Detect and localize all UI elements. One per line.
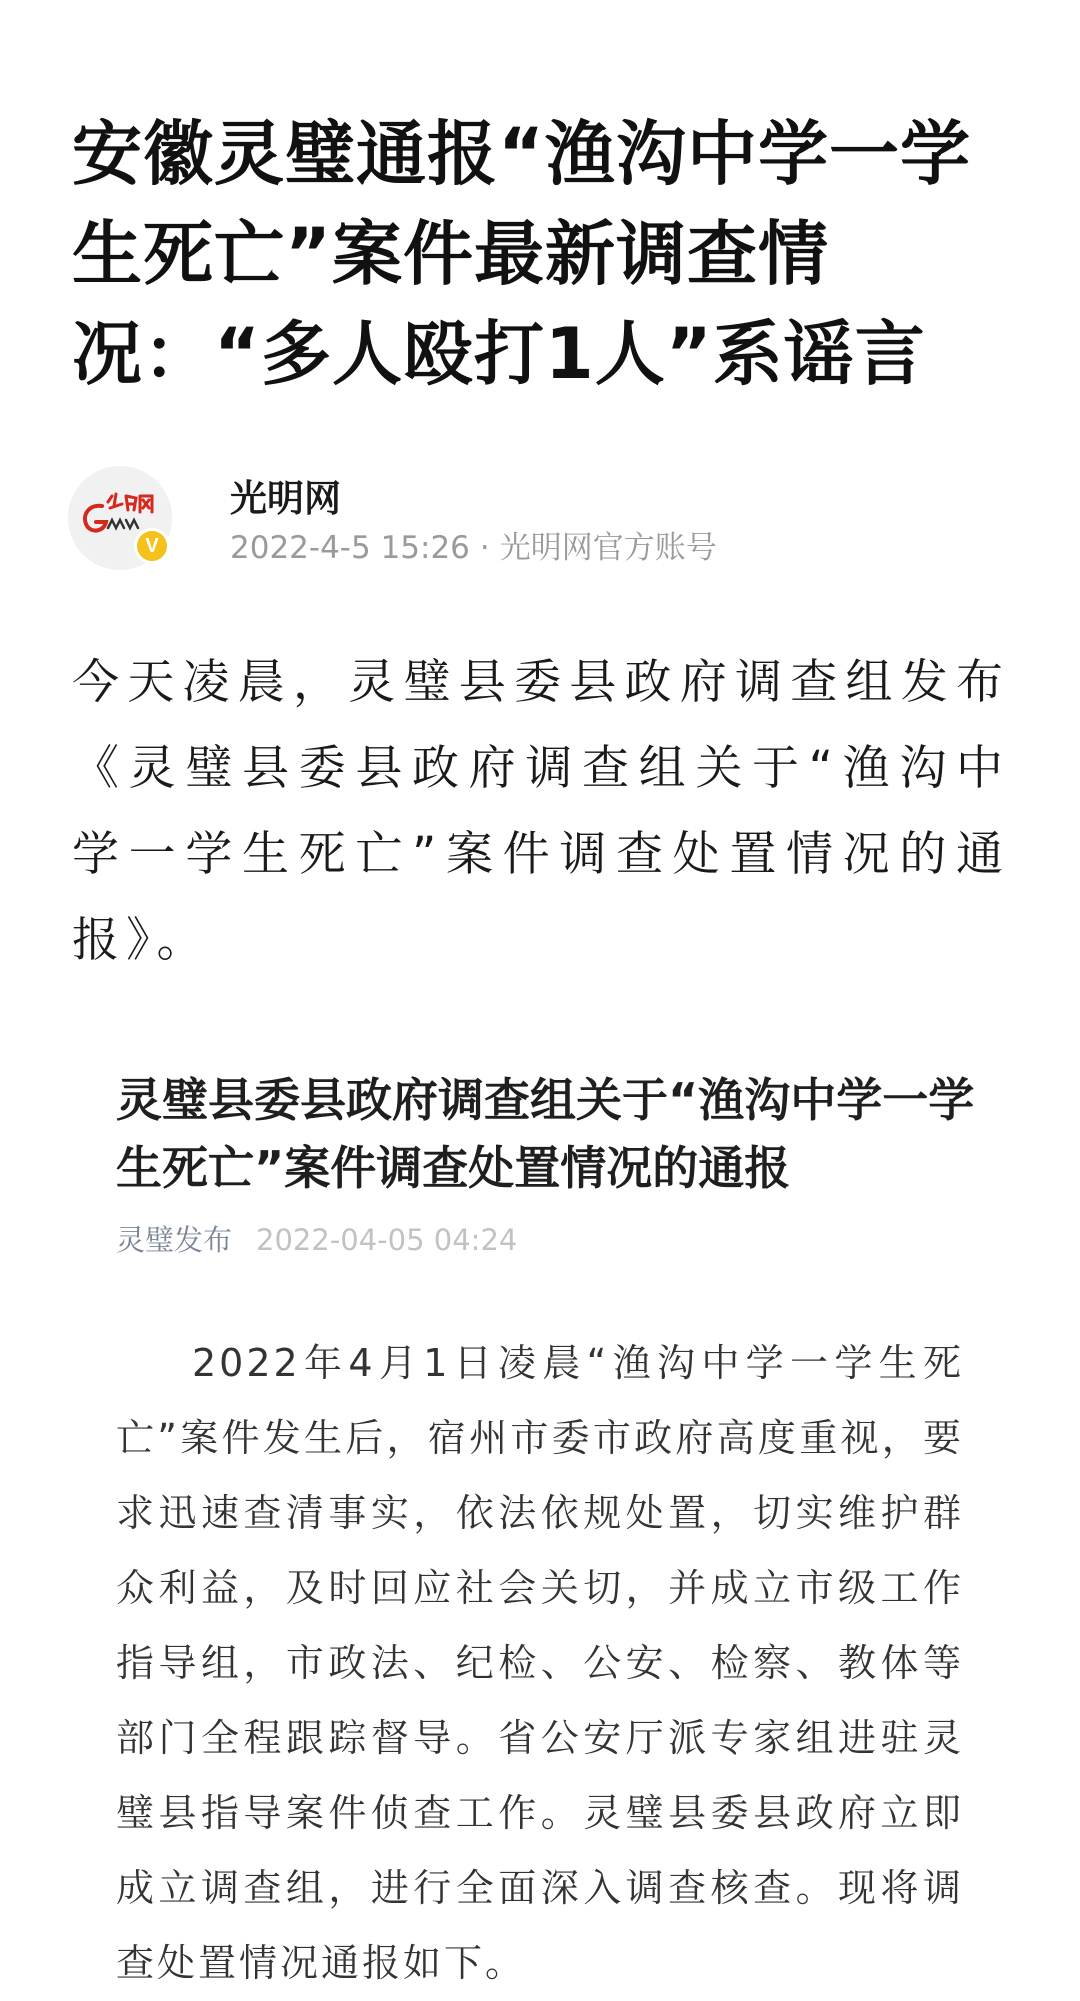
article-title: 安徽灵璧通报“渔沟中学一学生死亡”案件最新调查情况：“多人殴打1人”系谣言 — [72, 113, 972, 395]
notice-date: 2022-04-05 04:24 — [256, 1223, 518, 1257]
author-meta — [230, 528, 717, 568]
notice-title: 灵璧县委县政府调查组关于“渔沟中学一学生死亡”案件调查处置情况的通报 — [116, 1073, 975, 1195]
meta-separator: · — [479, 530, 490, 566]
notice-meta — [116, 1220, 517, 1260]
embedded-notice-image[interactable] — [0, 1030, 1080, 1996]
publish-date: 2022-4-5 15:26 — [230, 530, 470, 566]
account-type: 光明网官方账号 — [499, 530, 717, 566]
verified-badge-icon: V — [134, 528, 170, 564]
avatar[interactable] — [68, 466, 172, 570]
author-row[interactable] — [68, 466, 968, 576]
lead-paragraph: 今天凌晨，灵璧县委县政府调查组发布《灵璧县委县政府调查组关于“渔沟中学一学生死亡”案件调查处置情况的通报》。 — [72, 655, 1010, 968]
notice-source: 灵璧发布 — [116, 1223, 233, 1257]
notice-body: 2022年4月1日凌晨“渔沟中学一学生死亡”案件发生后，宿州市委市政府高度重视，要求迅速查清事实，依法依规处置，切实维护群众利益，及时回应社会关切，并成立市级工作指导组，市政法、纪检、公安、检察、教体等部门全程跟踪督导。省公安厅派专家组进驻灵璧县指导案件侦查工作。灵璧县委县政府立即成立调查组，进行全面深入调查核查。现将调查处置情况通报如下。 — [116, 1341, 964, 1985]
author-name[interactable]: 光明网 — [230, 477, 341, 520]
